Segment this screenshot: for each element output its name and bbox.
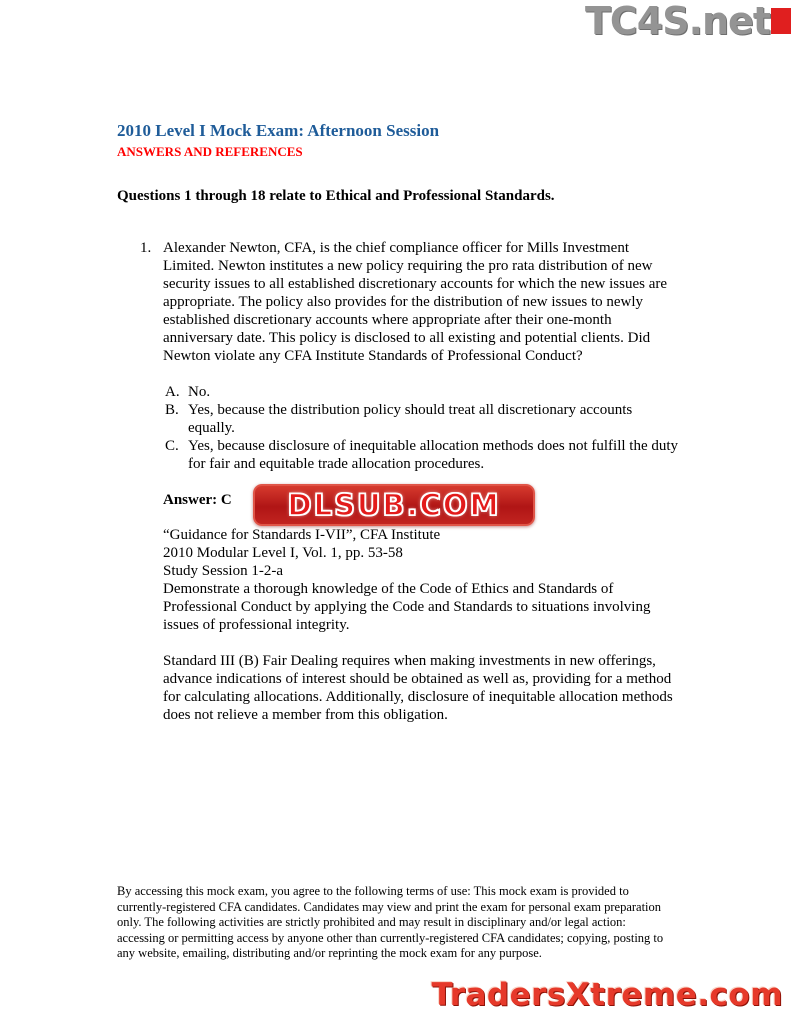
option-c bbox=[117, 437, 679, 473]
option-a-text: No. bbox=[188, 384, 211, 400]
option-b-text: Yes, because the distribution policy should treat all discretionary accounts equally. bbox=[188, 402, 633, 436]
reference-line-4: Demonstrate a thorough knowledge of the Code of Ethics and Standards of Professional Conduct by applying the Code and Standards to situations involving issues of professional integrity. bbox=[163, 581, 651, 633]
document-content bbox=[117, 121, 679, 724]
reference-line-3: Study Session 1-2-a bbox=[163, 563, 283, 579]
explanation-paragraph: Standard III (B) Fair Dealing requires when making investments in new offerings, advance indications of interest should be obtained as well as, providing for a method for calculating allocations. Additionally, disclosure of inequitable allocation methods does not relieve a member from this obligation. bbox=[163, 653, 673, 723]
option-a bbox=[117, 383, 679, 401]
reference-line-2: 2010 Modular Level I, Vol. 1, pp. 53-58 bbox=[163, 545, 403, 561]
question-number: 1. bbox=[140, 240, 152, 256]
dlsub-watermark bbox=[253, 484, 535, 526]
tc4s-logo bbox=[584, 0, 791, 43]
dlsub-watermark-text: DLSUB.COM bbox=[287, 487, 501, 522]
question-body bbox=[117, 239, 679, 365]
option-c-letter: C. bbox=[165, 438, 179, 454]
question-1 bbox=[117, 239, 679, 724]
option-b bbox=[117, 401, 679, 437]
reference-line-1: “Guidance for Standards I-VII”, CFA Institute bbox=[163, 527, 441, 543]
answer-label: Answer: C bbox=[163, 492, 232, 508]
option-c-text: Yes, because disclosure of inequitable allocation methods does not fulfill the duty for fair and equitable trade allocation procedures. bbox=[188, 438, 679, 472]
page-title: 2010 Level I Mock Exam: Afternoon Session bbox=[117, 121, 440, 140]
question-text: Alexander Newton, CFA, is the chief compliance officer for Mills Investment Limited. Newton institutes a new policy requiring the pro rata distribution of new security issues to all established discretionary accounts for which the new issues are appropriate. The policy also provides for the distribution of new issues to newly established discretionary accounts where appropriate after their one-month anniversary date. This policy is disclosed to all existing and potential clients. Did Newton violate any CFA Institute Standards of Professional Conduct? bbox=[163, 240, 668, 364]
tradersxtreme-logo: TradersXtreme.com bbox=[431, 977, 783, 1013]
reference-block bbox=[163, 526, 679, 634]
options-list bbox=[117, 383, 679, 473]
tc4s-logo-text: TC4S.net bbox=[584, 0, 770, 43]
section-heading: Questions 1 through 18 relate to Ethical and Professional Standards. bbox=[117, 188, 555, 204]
option-a-letter: A. bbox=[165, 384, 180, 400]
option-b-letter: B. bbox=[165, 402, 179, 418]
page-subtitle: ANSWERS AND REFERENCES bbox=[117, 144, 303, 159]
footer-terms: By accessing this mock exam, you agree to the following terms of use: This mock exam is provided to currently-registered CFA candidates. Candidates may view and print the exam for personal exam preparation only. The following activities are strictly prohibited and may result in disciplinary and/or legal action: accessing or permitting access by anyone other than currently-registered CFA candidates; copying, posting to any website, emailing, distributing and/or reprinting the mock exam for any purpose. bbox=[117, 884, 664, 960]
logo-red-block bbox=[771, 8, 791, 34]
